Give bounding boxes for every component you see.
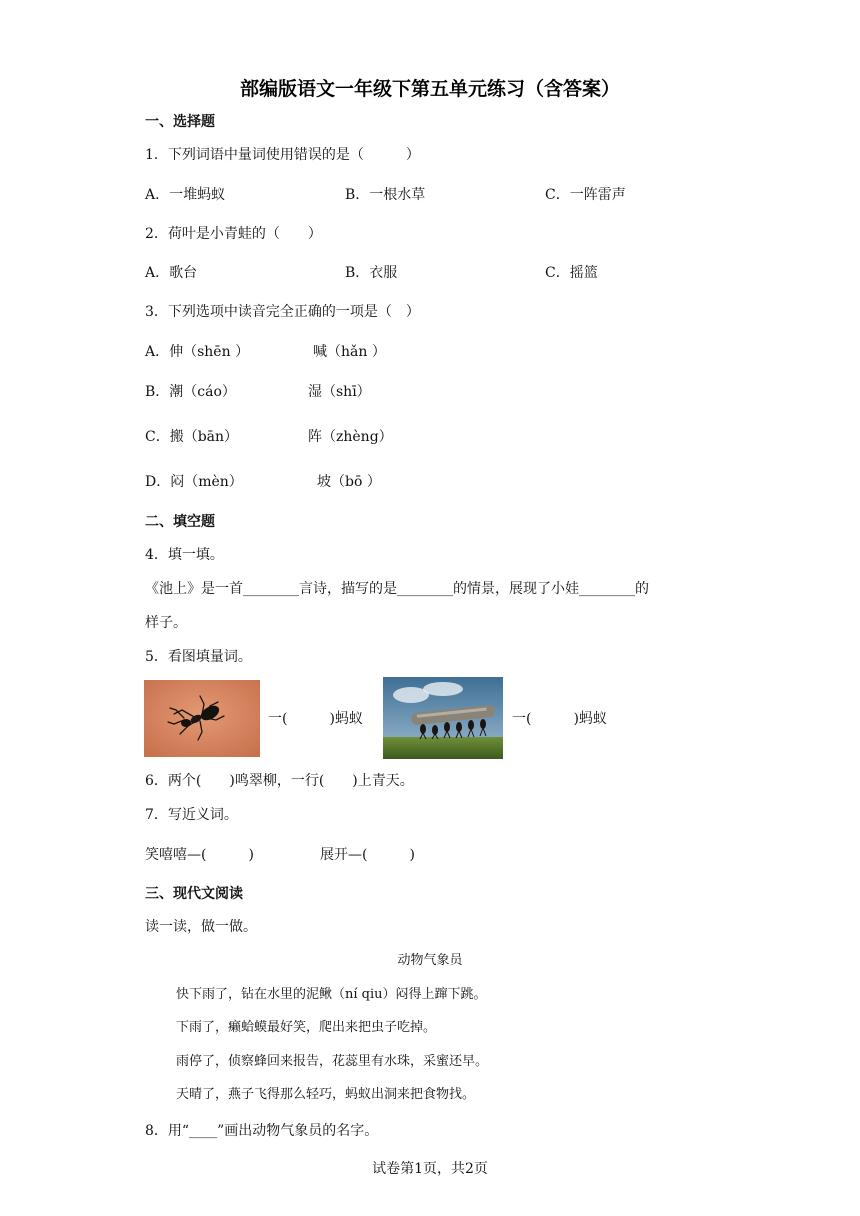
single-ant-photo [144,680,260,757]
poem-title: 动物气象员 [397,953,463,968]
question-1-option-b: B．一根水草 [345,187,426,203]
poem-line-1: 快下雨了，钻在水里的泥鳅（ní qiu）闷得上蹿下跳。 [176,987,487,1002]
page-title: 部编版语文一年级下第五单元练习（含答案） [239,78,620,100]
question-4-line-2: 样子。 [145,615,187,631]
question-3-option-c-part2: 阵（zhèng） [308,429,393,445]
question-6-stem: 6．两个( )鸣翠柳，一行( )上青天。 [145,773,414,789]
question-5-blank-1: 一( )蚂蚁 [268,711,363,727]
question-5-stem: 5．看图填量词。 [145,649,252,665]
question-3-option-a-part2: 喊（hǎn ） [313,344,386,360]
section-heading-fill: 二、填空题 [145,514,215,530]
poem-line-3: 雨停了，侦察蜂回来报告，花蕊里有水珠，采蜜还早。 [176,1054,489,1069]
question-1-option-a: A．一堆蚂蚁 [145,187,226,203]
reading-instruction: 读一读，做一做。 [145,919,257,935]
question-4-line-1: 《池上》是一首________言诗，描写的是________的情景，展现了小娃________的 [145,581,649,597]
poem-line-2: 下雨了，癞蛤蟆最好笑，爬出来把虫子吃掉。 [176,1020,437,1035]
question-7-item-b: 展开—( ) [320,847,415,863]
poem-line-4: 天晴了，燕子飞得那么轻巧，蚂蚁出洞来把食物找。 [176,1087,476,1102]
question-2-option-a: A．歌台 [145,265,198,281]
question-1-option-c: C．一阵雷声 [545,187,626,203]
ants-carrying-log-photo [383,677,503,759]
question-3-option-d-part1: D．闷（mèn） [145,474,243,490]
question-4-stem: 4．填一填。 [145,547,224,563]
question-2-option-b: B．衣服 [345,265,398,281]
question-3-option-c-part1: C．搬（bān） [145,429,239,445]
question-3-option-a-part1: A．伸（shēn ） [145,344,250,360]
section-heading-choice: 一、选择题 [145,114,215,130]
question-3-option-d-part2: 坡（bō ） [317,474,381,490]
question-2-option-c: C．摇篮 [545,265,598,281]
question-2-stem: 2．荷叶是小青蛙的（ ） [145,226,322,242]
question-3-stem: 3．下列选项中读音完全正确的一项是（ ） [145,304,420,320]
page-footer: 试卷第1页，共2页 [372,1161,488,1177]
question-8-stem: 8．用“____”画出动物气象员的名字。 [145,1123,379,1139]
question-3-option-b-part1: B．潮（cáo） [145,384,236,400]
question-3-option-b-part2: 湿（shī） [308,384,371,400]
question-1-stem: 1．下列词语中量词使用错误的是（ ） [145,147,420,163]
question-5-blank-2: 一( )蚂蚁 [512,711,607,727]
question-7-item-a: 笑嘻嘻—( ) [145,847,254,863]
section-heading-reading: 三、现代文阅读 [145,886,243,902]
question-7-stem: 7．写近义词。 [145,807,238,823]
